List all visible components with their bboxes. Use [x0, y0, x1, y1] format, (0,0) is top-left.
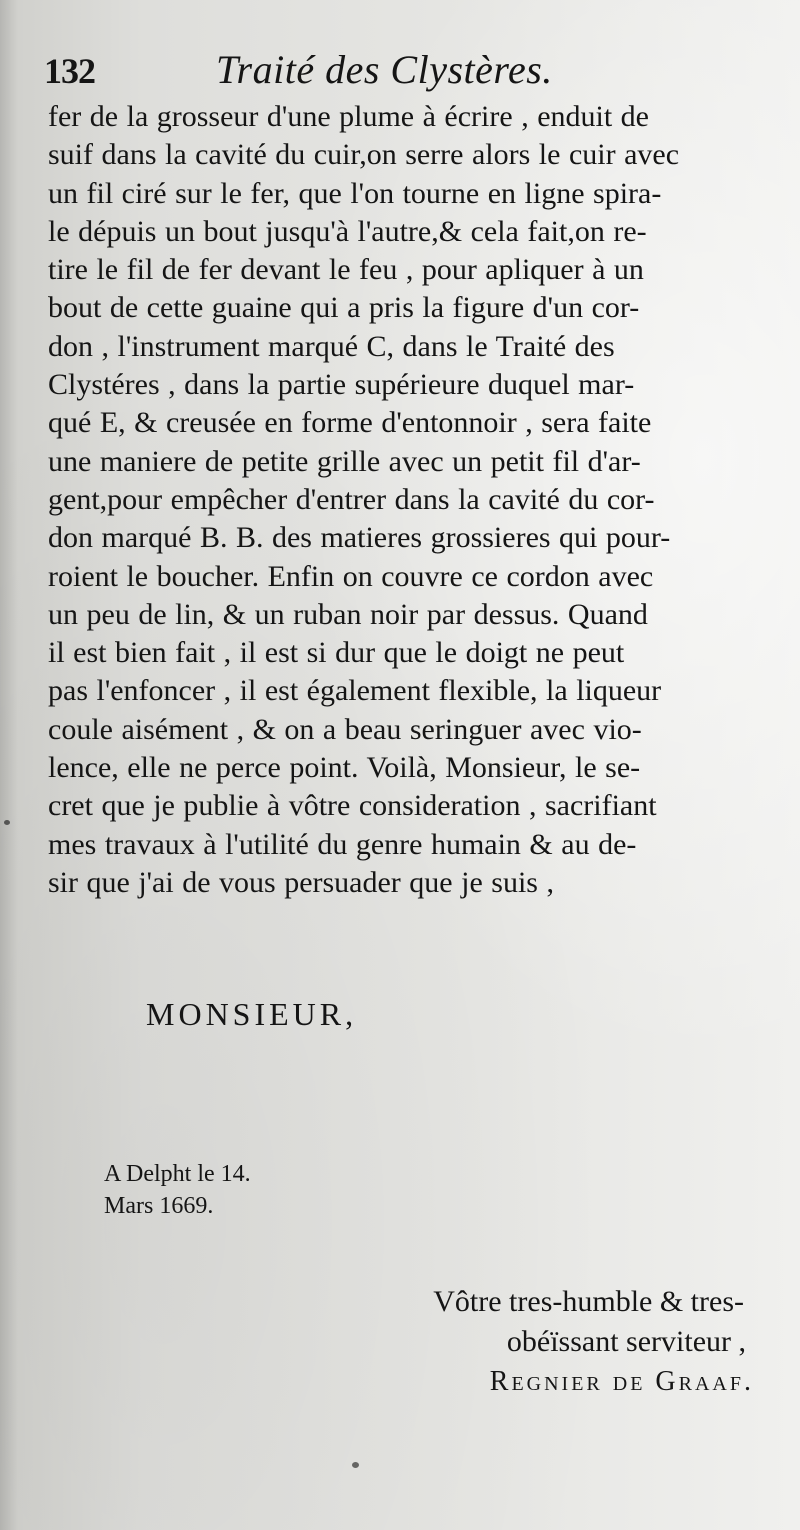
text-line: mes travaux à l'utilité du genre humain & au de- [48, 827, 637, 861]
text-line: qué E, & creusée en forme d'entonnoir , sera faite [48, 406, 652, 440]
dateline-place-day: A Delpht le 14. [104, 1161, 251, 1187]
text-line: tire le fil de fer devant le feu , pour apliquer à un [48, 253, 644, 287]
text-line: don marqué B. B. des matieres grossieres qui pour- [48, 521, 671, 555]
dateline-month-year: Mars 1669. [104, 1193, 214, 1219]
text-line: sir que j'ai de vous persuader que je suis , [48, 865, 554, 899]
text-line: un fil ciré sur le fer, que l'on tourne en ligne spira- [48, 176, 662, 210]
text-line: pas l'enfoncer , il est également flexible, la liqueur [48, 674, 662, 708]
running-title: Traité des Clystères. [216, 47, 553, 92]
text-line: un peu de lin, & un ruban noir par dessus. Quand [48, 597, 648, 631]
ink-speck [352, 1462, 359, 1468]
text-line: coule aisément , & on a beau seringuer avec vio- [48, 712, 642, 746]
body-text [48, 98, 778, 902]
text-line: lence, elle ne perce point. Voilà, Monsieur, le se- [48, 751, 641, 785]
text-line: bout de cette guaine qui a pris la figure d'un cor- [48, 291, 640, 325]
ink-speck [4, 820, 10, 825]
page-header [44, 46, 764, 96]
closing-formula [433, 1282, 754, 1402]
text-line: une maniere de petite grille avec un petit fil d'ar- [48, 444, 641, 478]
text-line: cret que je publie à vôtre consideration , sacrifiant [48, 789, 657, 823]
closing-line-2: obéïssant serviteur , [506, 1325, 746, 1358]
text-line: le dépuis un bout jusqu'à l'autre,& cela fait,on re- [48, 214, 647, 248]
text-line: gent,pour empêcher d'entrer dans la cavité du cor- [48, 482, 655, 516]
text-line: roient le boucher. Enfin on couvre ce cordon avec [48, 559, 654, 593]
text-line: fer de la grosseur d'une plume à écrire , enduit de [48, 100, 649, 133]
text-line: il est bien fait , il est si dur que le doigt ne peut [48, 636, 625, 670]
text-line: don , l'instrument marqué C, dans le Traité des [48, 329, 615, 363]
page-number: 132 [44, 51, 95, 91]
closing-line-1: Vôtre tres-humble & tres- [433, 1285, 744, 1318]
salutation: MONSIEUR, [146, 996, 358, 1032]
text-line: Clystéres , dans la partie supérieure duquel mar- [48, 368, 635, 402]
text-line: suif dans la cavité du cuir,on serre alors le cuir avec [48, 138, 680, 172]
signature: Regnier de Graaf. [489, 1366, 754, 1397]
dateline [104, 1158, 251, 1222]
